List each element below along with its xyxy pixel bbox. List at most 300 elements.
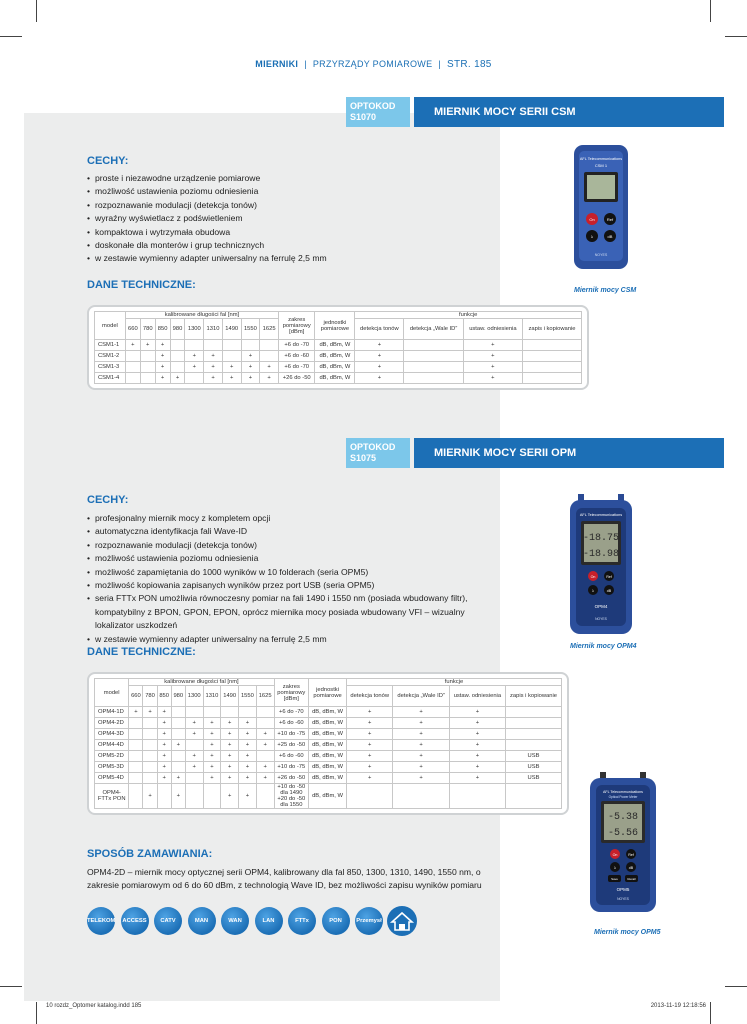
col-range (278, 312, 315, 340)
col-units-line: jednostki (323, 319, 347, 326)
col-wavelength: 780 (140, 319, 155, 340)
table-cell (125, 362, 140, 373)
fttx-range-line: dla 1550 (280, 802, 303, 808)
col-range-line: pomiarowy (277, 689, 306, 696)
col-range-line: [dBm] (283, 695, 299, 702)
table-cell (241, 340, 260, 351)
table-cell: +6 do -60 (274, 718, 309, 729)
table-cell: OPM5-2D (95, 751, 129, 762)
fttx-model-line: OPM4- (102, 790, 121, 796)
table-cell (171, 718, 185, 729)
table-cell: + (449, 751, 505, 762)
csm-device-btn-on: On (589, 217, 595, 222)
table-cell: + (170, 373, 185, 384)
table-cell (143, 718, 157, 729)
table-cell: + (393, 773, 449, 784)
feature-item: • w zestawie wymienny adapter uniwersalny na ferrulę 2,5 mm (87, 252, 487, 265)
feature-item: • kompaktowa i wytrzymała obudowa (87, 226, 487, 239)
opm5-caption: Miernik mocy OPM5 (594, 929, 661, 936)
table-cell (129, 773, 143, 784)
table-cell: OPM4-2D (95, 718, 129, 729)
table-cell: +6 do -70 (278, 362, 315, 373)
segment-badge: WAN (221, 907, 249, 935)
opm5-btn-save: Save (611, 877, 618, 881)
table-cell (505, 729, 561, 740)
segment-badge: FTTx (288, 907, 316, 935)
col-units-line: pomiarowe (320, 325, 350, 332)
table-cell (404, 340, 463, 351)
col-wavelengths: kalibrowane długości fal [nm] (125, 312, 278, 319)
feature-item: • możliwość ustawienia poziomu odniesienia (87, 552, 487, 565)
table-cell (140, 373, 155, 384)
csm-features-title: CECHY: (87, 155, 129, 167)
table-cell (157, 784, 171, 809)
table-cell: + (239, 784, 257, 809)
opm5-device-brand: AFL Telecommunications (603, 790, 643, 794)
fttx-range-line: +20 do -50 (277, 796, 306, 802)
page-header: MIERNIKI | PRZYRZĄDY POMIAROWE | STR. 185 (255, 59, 492, 70)
table-cell: + (155, 340, 170, 351)
csm-device-brand: AFL Telecommunications (579, 157, 623, 161)
col-wavelengths: kalibrowane długości fal [nm] (129, 679, 274, 686)
feature-item: • doskonałe dla monterów i grup technicznych (87, 239, 487, 252)
opm4-device-image (568, 494, 634, 638)
col-units-line: pomiarowe (313, 692, 342, 699)
opm4-caption: Miernik mocy OPM4 (570, 643, 637, 650)
table-cell: + (155, 362, 170, 373)
table-cell: dB, dBm, W (309, 740, 347, 751)
table-cell: + (171, 740, 185, 751)
table-cell: + (355, 373, 404, 384)
table-cell (239, 707, 257, 718)
segment-badge: LAN (255, 907, 283, 935)
col-function: zapis i kopiowanie (505, 686, 561, 707)
table-cell: + (256, 773, 274, 784)
table-cell (129, 718, 143, 729)
col-function: detekcja tonów (346, 686, 392, 707)
table-cell: + (241, 373, 260, 384)
table-cell: +6 do -60 (274, 751, 309, 762)
csm-code-value: S1070 (350, 112, 377, 122)
table-cell (256, 784, 274, 809)
table-cell: + (171, 784, 185, 809)
col-wavelength: 1490 (221, 686, 239, 707)
csm-features-list (87, 172, 487, 266)
table-cell: + (393, 718, 449, 729)
table-cell (140, 362, 155, 373)
crop-mark (710, 0, 711, 22)
table-cell (404, 351, 463, 362)
table-cell: + (157, 762, 171, 773)
opm4-btn-on: On (590, 575, 596, 579)
table-cell: + (355, 340, 404, 351)
opm4-btn-db: dB (606, 589, 612, 593)
table-row (95, 740, 562, 751)
col-wavelength: 1625 (256, 686, 274, 707)
crop-mark (0, 986, 22, 987)
opm5-btn-lambda: λ (614, 866, 616, 870)
csm-device-footer: NOYES (594, 253, 608, 257)
col-range (274, 679, 309, 707)
table-cell (256, 707, 274, 718)
table-cell: + (221, 718, 239, 729)
table-cell: dB, dBm, W (315, 340, 355, 351)
opm5-device-image (588, 772, 658, 916)
opm-code-value: S1075 (350, 453, 377, 463)
table-cell: + (171, 773, 185, 784)
table-cell: OPM4-1D (95, 707, 129, 718)
table-cell (125, 373, 140, 384)
table-cell: OPM5-3D (95, 762, 129, 773)
col-function: ustaw. odniesienia (449, 686, 505, 707)
feature-item: • automatyczna identyfikacja fali Wave-ID (87, 525, 487, 538)
table-cell (171, 762, 185, 773)
table-cell: + (463, 373, 522, 384)
opm5-btn-db: dB (628, 866, 634, 870)
table-cell: + (463, 351, 522, 362)
table-cell: + (239, 751, 257, 762)
table-cell: + (449, 762, 505, 773)
csm-title: MIERNIK MOCY SERII CSM (414, 97, 724, 127)
table-cell: + (239, 762, 257, 773)
table-cell: + (449, 729, 505, 740)
table-cell (523, 351, 582, 362)
table-cell: + (157, 729, 171, 740)
table-cell (125, 351, 140, 362)
table-cell: + (449, 773, 505, 784)
table-cell: +25 do -50 (274, 740, 309, 751)
table-cell: +10 do -75 (274, 762, 309, 773)
col-wavelength: 1550 (241, 319, 260, 340)
table-cell (505, 707, 561, 718)
col-wavelength: 850 (157, 686, 171, 707)
table-cell: + (157, 740, 171, 751)
table-cell: CSM1-3 (95, 362, 126, 373)
table-row (95, 773, 562, 784)
table-row (95, 707, 562, 718)
table-cell: dB, dBm, W (309, 751, 347, 762)
col-function: detekcja „Wale ID” (393, 686, 449, 707)
opm-code-box (346, 438, 410, 468)
segment-badge: CATV (154, 907, 182, 935)
table-cell: + (155, 351, 170, 362)
table-cell (346, 784, 392, 809)
table-cell: + (129, 707, 143, 718)
table-cell: + (346, 773, 392, 784)
segment-badge: TELEKOM (87, 907, 115, 935)
header-section: MIERNIKI (255, 59, 299, 69)
opm4-device-brand: AFL Telecommunications (579, 513, 623, 517)
table-cell (260, 351, 279, 362)
opm5-device-subtitle: Optical Power Meter (608, 795, 638, 799)
feature-item: • wyraźny wyświetlacz z podświetleniem (87, 212, 487, 225)
opm-title: MIERNIK MOCY SERII OPM (414, 438, 724, 468)
table-cell: +6 do -60 (278, 351, 315, 362)
table-cell: + (355, 351, 404, 362)
csm-code-box (346, 97, 410, 127)
col-range-line: pomiarowy (282, 322, 311, 329)
order-title: SPOSÓB ZAMAWIANIA: (87, 848, 213, 860)
feature-item: • możliwość zapamiętania do 1000 wyników w 10 folderach (seria OPM5) (87, 566, 487, 579)
opm4-device-label: OPM4 (594, 604, 608, 609)
col-wavelength: 1310 (204, 319, 223, 340)
table-cell: + (222, 362, 241, 373)
table-cell: + (185, 351, 204, 362)
table-cell (204, 340, 223, 351)
table-cell: + (203, 740, 221, 751)
table-cell: + (449, 707, 505, 718)
table-cell (256, 718, 274, 729)
col-units (309, 679, 347, 707)
feature-item: • rozpoznawanie modulacji (detekcja tonów) (87, 539, 487, 552)
table-cell: +10 do -75 (274, 729, 309, 740)
table-cell (129, 740, 143, 751)
opm5-btn-recall: Recall (627, 877, 636, 881)
table-cell: + (143, 784, 157, 809)
table-cell (185, 340, 204, 351)
crop-mark (36, 1002, 37, 1024)
table-cell: + (346, 751, 392, 762)
table-cell (221, 707, 239, 718)
feature-item: • seria FTTx PON umożliwia równoczesny pomiar na fali 1490 i 1550 nm (posiada wbudowany filtr), kompatybilny z BPON, GPON, EPON, oprócz miernika mocy posiada wbudowany VFI – wizualny lokalizator uszkodzeń (87, 592, 487, 632)
table-cell (185, 773, 203, 784)
table-cell: dB, dBm, W (315, 373, 355, 384)
col-wavelength: 1300 (185, 686, 203, 707)
order-text: OPM4-2D – miernik mocy optycznej serii OPM4, kalibrowany dla fal 850, 1300, 1310, 1490, 1550 nm, o zakresie pomiarowym od 6 do 60 dBm, z technologią Wave ID, bez możliwości zapisu wyników pomiaru (87, 867, 482, 890)
opm5-btn-on: On (612, 853, 618, 857)
table-cell (129, 784, 143, 809)
table-cell: + (203, 762, 221, 773)
table-cell: + (185, 762, 203, 773)
csm-caption: Miernik mocy CSM (574, 287, 637, 294)
table-cell: + (260, 373, 279, 384)
opm-specs-title: DANE TECHNICZNE: (87, 646, 196, 658)
table-cell: + (256, 762, 274, 773)
table-cell (523, 373, 582, 384)
table-cell: + (143, 707, 157, 718)
table-cell: + (449, 718, 505, 729)
table-cell: dB, dBm, W (309, 729, 347, 740)
col-function: ustaw. odniesienia (463, 319, 522, 340)
col-units (315, 312, 355, 340)
table-cell: + (157, 751, 171, 762)
col-function: detekcja tonów (355, 319, 404, 340)
col-wavelength: 1300 (185, 319, 204, 340)
table-cell: + (222, 373, 241, 384)
opm5-btn-ref: Ref (628, 853, 634, 857)
table-cell (143, 751, 157, 762)
col-wavelength: 1625 (260, 319, 279, 340)
table-cell: + (221, 784, 239, 809)
col-units-line: jednostki (316, 686, 339, 693)
csm-device-image (570, 143, 632, 271)
table-cell (170, 340, 185, 351)
csm-device-model: CSM 1 (594, 163, 608, 168)
table-cell: + (155, 373, 170, 384)
table-cell (171, 707, 185, 718)
fttx-model-line: FTTx PON (97, 796, 126, 802)
col-wavelength: 980 (170, 319, 185, 340)
footer-file: 10 rozdz_Optomer katalog.indd 185 (46, 1003, 142, 1009)
opm4-device-footer: NOYES (595, 617, 607, 621)
table-cell: + (241, 351, 260, 362)
table-cell: + (140, 340, 155, 351)
footer-timestamp: 2013-11-19 12:18:56 (650, 1003, 706, 1009)
table-cell: dB, dBm, W (315, 351, 355, 362)
table-cell (170, 362, 185, 373)
table-cell (129, 729, 143, 740)
col-functions: funkcje (346, 679, 561, 686)
table-cell (170, 351, 185, 362)
table-cell: + (157, 718, 171, 729)
crop-mark (725, 36, 747, 37)
table-row (95, 362, 582, 373)
crop-mark (36, 0, 37, 22)
table-cell: + (221, 729, 239, 740)
fttx-range-line: dla 1490 (280, 790, 303, 796)
opm4-btn-lambda: λ (592, 589, 594, 593)
table-cell: + (125, 340, 140, 351)
table-cell: + (221, 740, 239, 751)
table-cell: + (393, 729, 449, 740)
csm-device-btn-lambda: λ (591, 234, 593, 239)
col-wavelength: 980 (171, 686, 185, 707)
table-cell (185, 784, 203, 809)
col-model: model (95, 312, 126, 340)
csm-device-btn-db: dB (607, 234, 613, 239)
opm4-btn-ref: Ref (606, 575, 612, 579)
table-cell: + (203, 773, 221, 784)
feature-item: • możliwość ustawienia poziomu odniesienia (87, 185, 487, 198)
table-cell (256, 751, 274, 762)
header-category: PRZYRZĄDY POMIAROWE (312, 59, 433, 69)
feature-item: • w zestawie wymienny adapter uniwersalny na ferrulę 2,5 mm (87, 633, 487, 646)
table-cell (449, 784, 505, 809)
opm-features-list (87, 512, 487, 646)
col-range-line: zakres (288, 316, 306, 323)
opm4-reading-1: -18.75 (582, 533, 620, 544)
table-cell (222, 340, 241, 351)
table-cell: + (346, 707, 392, 718)
table-cell (185, 707, 203, 718)
csm-spec-table-frame (87, 305, 589, 390)
table-cell: + (185, 751, 203, 762)
opm-spec-table-frame (87, 672, 569, 815)
col-function: detekcja „Wale ID” (404, 319, 463, 340)
table-cell: +26 do -50 (274, 773, 309, 784)
table-cell: OPM4-3D (95, 729, 129, 740)
col-wavelength: 1310 (203, 686, 221, 707)
table-cell: + (157, 707, 171, 718)
opm4-reading-2: -18.98 (582, 549, 620, 560)
table-cell: + (221, 751, 239, 762)
table-row (95, 762, 562, 773)
csm-specs-title: DANE TECHNICZNE: (87, 279, 196, 291)
opm-code-label: OPTOKOD (350, 442, 396, 452)
table-cell: + (463, 340, 522, 351)
table-cell (505, 740, 561, 751)
segment-badge: PON (322, 907, 350, 935)
feature-item: • profesjonalny miernik mocy z kompletem opcji (87, 512, 487, 525)
col-function: zapis i kopiowanie (523, 319, 582, 340)
table-cell: + (346, 718, 392, 729)
opm5-reading-2: -5.56 (607, 828, 639, 839)
table-cell (140, 351, 155, 362)
table-row (95, 340, 582, 351)
opm5-reading-1: -5.38 (607, 812, 639, 823)
col-range-line: [dBm] (289, 328, 305, 335)
table-cell: OPM4-4D (95, 740, 129, 751)
segment-badge: MAN (188, 907, 216, 935)
crop-mark (725, 986, 747, 987)
fttx-model (95, 784, 129, 809)
table-cell (505, 718, 561, 729)
table-cell: + (241, 362, 260, 373)
table-cell: +6 do -70 (278, 340, 315, 351)
table-cell: + (239, 773, 257, 784)
table-cell: dB, dBm, W (309, 718, 347, 729)
fttx-units: dB, dBm, W (309, 784, 347, 809)
table-cell: CSM1-4 (95, 373, 126, 384)
table-cell (185, 740, 203, 751)
table-cell: + (185, 718, 203, 729)
table-cell: USB (505, 751, 561, 762)
table-row (95, 373, 582, 384)
table-cell (143, 740, 157, 751)
table-row-fttx (95, 784, 562, 809)
table-cell (523, 340, 582, 351)
table-cell (505, 784, 561, 809)
col-wavelength: 780 (143, 686, 157, 707)
opm5-device-footer: NOYES (617, 897, 629, 901)
col-functions: funkcje (355, 312, 582, 319)
table-cell: OPM5-4D (95, 773, 129, 784)
csm-device-btn-ref: Ref (606, 217, 614, 222)
table-row (95, 729, 562, 740)
table-cell: + (203, 751, 221, 762)
table-cell: dB, dBm, W (315, 362, 355, 373)
table-cell (260, 340, 279, 351)
table-cell: + (346, 729, 392, 740)
table-cell: + (203, 718, 221, 729)
table-cell: CSM1-1 (95, 340, 126, 351)
csm-spec-table (94, 311, 582, 384)
table-row (95, 718, 562, 729)
table-cell (171, 751, 185, 762)
table-cell: + (239, 729, 257, 740)
feature-item: • możliwość kopiowania zapisanych wyników przez port USB (seria OPM5) (87, 579, 487, 592)
segment-badge: Przemysł (355, 907, 383, 935)
table-cell: + (346, 762, 392, 773)
table-cell: dB, dBm, W (309, 707, 347, 718)
col-wavelength: 1550 (239, 686, 257, 707)
col-wavelength: 850 (155, 319, 170, 340)
table-cell: + (346, 740, 392, 751)
col-range-line: zakres (282, 683, 300, 690)
table-row (95, 351, 582, 362)
col-wavelength: 1490 (222, 319, 241, 340)
table-cell (171, 729, 185, 740)
table-cell: dB, dBm, W (309, 773, 347, 784)
house-icon (386, 905, 418, 937)
table-cell (203, 784, 221, 809)
table-cell (523, 362, 582, 373)
opm5-device-label: OPM5 (616, 887, 630, 892)
table-cell: CSM1-2 (95, 351, 126, 362)
table-cell: + (203, 729, 221, 740)
table-cell (393, 784, 449, 809)
feature-item: • rozpoznawanie modulacji (detekcja tonów) (87, 199, 487, 212)
